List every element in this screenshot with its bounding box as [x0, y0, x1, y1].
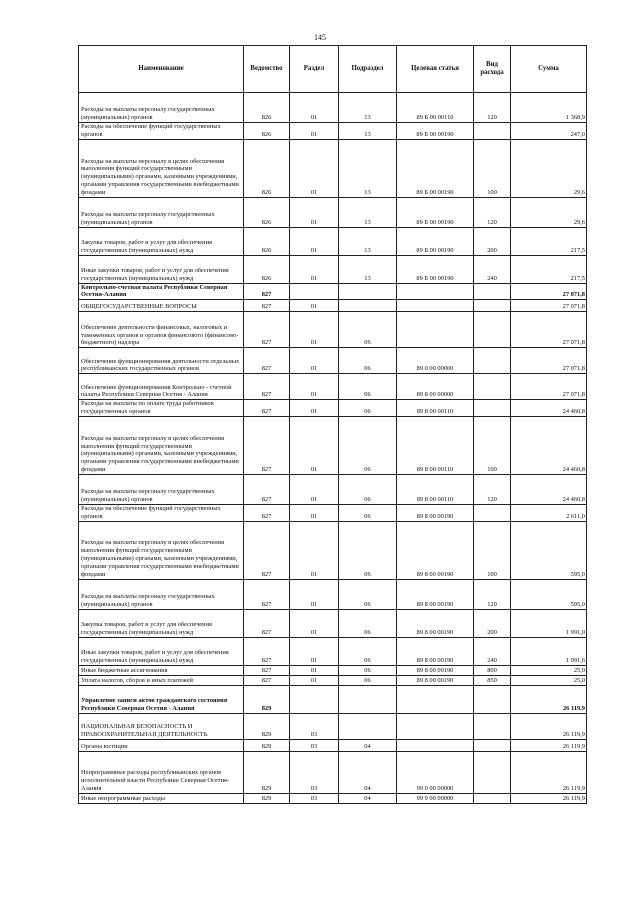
row-name: Обеспечение деятельности финансовых, налоговых и таможенных органов и органов финансового (финансово-бюджетного) надзора — [79, 312, 244, 348]
table-row — [79, 609, 587, 637]
row-amount: 27 071,8 — [511, 348, 587, 374]
row-target-article: 89 8 00 00110 — [397, 400, 474, 417]
row-expense-type — [474, 751, 511, 793]
row-subsection: 13 — [339, 227, 397, 255]
header-department: Ведомство — [244, 46, 290, 93]
row-amount: 27 071,8 — [511, 300, 587, 312]
row-section: 01 — [290, 374, 339, 400]
table-row — [79, 416, 587, 474]
row-target-article: 89 8 00 00110 — [397, 474, 474, 504]
row-expense-type: 120 — [474, 474, 511, 504]
row-target-article — [397, 283, 474, 300]
row-section: 01 — [290, 637, 339, 665]
row-target-article: 89 8 00 00000 — [397, 374, 474, 400]
table-row — [79, 348, 587, 374]
table-body — [79, 93, 587, 804]
row-department: 827 — [244, 374, 290, 400]
row-department: 827 — [244, 300, 290, 312]
row-amount: 29,6 — [511, 139, 587, 197]
row-target-article: 89 8 00 00190 — [397, 504, 474, 521]
row-department: 826 — [244, 93, 290, 123]
row-subsection: 13 — [339, 255, 397, 283]
row-department: 827 — [244, 665, 290, 675]
header-amount: Сумма — [511, 46, 587, 93]
row-expense-type — [474, 312, 511, 348]
table-row — [79, 227, 587, 255]
row-expense-type: 100 — [474, 416, 511, 474]
row-name: Расходы на выплаты персоналу в целях обеспечения выполнения функций государственными (муниципальными) органами, казенными учреждениями, органами управления государственными внебюджетными фондами — [79, 139, 244, 197]
row-amount: 25,0 — [511, 665, 587, 675]
row-amount: 217,5 — [511, 255, 587, 283]
table-row — [79, 255, 587, 283]
row-section: 01 — [290, 579, 339, 609]
table-row — [79, 685, 587, 713]
row-expense-type — [474, 793, 511, 803]
row-expense-type — [474, 400, 511, 417]
row-department: 829 — [244, 793, 290, 803]
row-subsection: 13 — [339, 197, 397, 227]
row-subsection: 06 — [339, 374, 397, 400]
row-name: Иные непрограммные расходы — [79, 793, 244, 803]
row-expense-type: 120 — [474, 197, 511, 227]
row-section: 01 — [290, 665, 339, 675]
table-row — [79, 504, 587, 521]
row-department: 826 — [244, 139, 290, 197]
row-section: 01 — [290, 416, 339, 474]
row-subsection — [339, 685, 397, 713]
row-subsection: 06 — [339, 609, 397, 637]
table-row — [79, 312, 587, 348]
row-amount: 26 119,9 — [511, 793, 587, 803]
row-department: 829 — [244, 751, 290, 793]
table-row — [79, 675, 587, 685]
row-name: Непрограммные расходы республиканских органов исполнительной власти Республики Северная Осетия-Алания — [79, 751, 244, 793]
header-subsection: Подраздел — [339, 46, 397, 93]
row-name: Уплата налогов, сборов и иных платежей — [79, 675, 244, 685]
row-subsection: 06 — [339, 521, 397, 579]
row-section — [290, 283, 339, 300]
row-expense-type: 120 — [474, 579, 511, 609]
row-subsection: 13 — [339, 123, 397, 140]
row-section: 01 — [290, 521, 339, 579]
table-row — [79, 197, 587, 227]
row-expense-type — [474, 348, 511, 374]
row-name: Обеспечение функционирования деятельности отдельных республиканских государственных органов — [79, 348, 244, 374]
row-department: 827 — [244, 312, 290, 348]
row-section: 01 — [290, 300, 339, 312]
row-section: 03 — [290, 751, 339, 793]
row-subsection: 06 — [339, 400, 397, 417]
row-name: Расходы на выплаты персоналу в целях обеспечения выполнения функций государственными (муниципальными) органами, казенными учреждениями, органами управления государственными внебюджетными фондами — [79, 416, 244, 474]
row-subsection: 06 — [339, 348, 397, 374]
row-department: 827 — [244, 579, 290, 609]
row-section: 03 — [290, 713, 339, 739]
row-section: 01 — [290, 197, 339, 227]
row-department: 827 — [244, 283, 290, 300]
row-amount: 595,0 — [511, 579, 587, 609]
row-expense-type: 200 — [474, 227, 511, 255]
row-target-article — [397, 713, 474, 739]
row-name: Контрольно-счетная палата Республики Северная Осетия-Алания — [79, 283, 244, 300]
row-amount: 26 119,9 — [511, 685, 587, 713]
row-department: 826 — [244, 197, 290, 227]
row-amount: 1 991,6 — [511, 637, 587, 665]
row-target-article: 99 9 00 00000 — [397, 793, 474, 803]
row-amount: 27 071,8 — [511, 312, 587, 348]
row-name: Управление записи актов гражданского состояния Республики Северная Осетия - Алания — [79, 685, 244, 713]
header-section: Раздел — [290, 46, 339, 93]
row-section: 01 — [290, 227, 339, 255]
row-section: 03 — [290, 793, 339, 803]
row-section: 01 — [290, 123, 339, 140]
row-amount: 29,6 — [511, 197, 587, 227]
row-subsection: 04 — [339, 739, 397, 751]
table-row — [79, 400, 587, 417]
row-name: Органы юстиции — [79, 739, 244, 751]
row-expense-type: 100 — [474, 521, 511, 579]
row-department: 826 — [244, 123, 290, 140]
row-expense-type: 100 — [474, 139, 511, 197]
row-section: 01 — [290, 312, 339, 348]
table-header-row — [79, 46, 587, 93]
row-target-article: 89 8 00 00190 — [397, 609, 474, 637]
row-expense-type — [474, 283, 511, 300]
row-expense-type — [474, 739, 511, 751]
row-target-article: 89 Б 00 00190 — [397, 197, 474, 227]
row-name: Расходы на выплаты персоналу государственных (муниципальных) органов — [79, 93, 244, 123]
row-amount: 24 460,8 — [511, 400, 587, 417]
row-department: 827 — [244, 637, 290, 665]
row-amount: 26 119,9 — [511, 739, 587, 751]
table-row — [79, 713, 587, 739]
table-row — [79, 374, 587, 400]
row-target-article — [397, 312, 474, 348]
row-target-article: 89 Б 00 00190 — [397, 123, 474, 140]
row-subsection: 06 — [339, 665, 397, 675]
row-department: 829 — [244, 739, 290, 751]
row-expense-type: 240 — [474, 637, 511, 665]
row-subsection: 06 — [339, 637, 397, 665]
table-row — [79, 637, 587, 665]
row-section: 01 — [290, 609, 339, 637]
row-department: 827 — [244, 521, 290, 579]
table-row — [79, 123, 587, 140]
row-section: 03 — [290, 739, 339, 751]
table-row — [79, 300, 587, 312]
row-expense-type — [474, 504, 511, 521]
row-department: 827 — [244, 609, 290, 637]
row-amount: 25,0 — [511, 675, 587, 685]
row-department: 827 — [244, 416, 290, 474]
row-section: 01 — [290, 93, 339, 123]
row-subsection: 13 — [339, 139, 397, 197]
row-amount: 595,0 — [511, 521, 587, 579]
table-row — [79, 793, 587, 803]
row-name: Закупка товаров, работ и услуг для обеспечения государственных (муниципальных) нужд — [79, 227, 244, 255]
row-department: 829 — [244, 713, 290, 739]
row-department: 827 — [244, 348, 290, 374]
row-name: Закупка товаров, работ и услуг для обеспечения государственных (муниципальных) нужд — [79, 609, 244, 637]
row-amount: 26 119,9 — [511, 713, 587, 739]
row-subsection: 06 — [339, 312, 397, 348]
row-target-article: 89 Б 00 00190 — [397, 139, 474, 197]
table-row — [79, 474, 587, 504]
row-target-article: 89 Б 00 00110 — [397, 93, 474, 123]
row-subsection: 06 — [339, 416, 397, 474]
row-target-article — [397, 685, 474, 713]
row-target-article: 89 8 00 00190 — [397, 579, 474, 609]
row-name: Иные закупки товаров, работ и услуг для обеспечения государственных (муниципальных) нужд — [79, 255, 244, 283]
budget-table — [78, 45, 587, 804]
row-name: Расходы на выплаты персоналу государственных (муниципальных) органов — [79, 197, 244, 227]
row-amount: 24 460,8 — [511, 416, 587, 474]
row-amount: 27 071,8 — [511, 374, 587, 400]
row-target-article: 89 Б 00 00190 — [397, 227, 474, 255]
row-expense-type — [474, 374, 511, 400]
header-name: Наименование — [79, 46, 244, 93]
row-subsection — [339, 713, 397, 739]
row-amount: 1 368,9 — [511, 93, 587, 123]
row-department: 827 — [244, 675, 290, 685]
row-amount: 2 611,0 — [511, 504, 587, 521]
table-row — [79, 739, 587, 751]
row-name: Расходы на выплаты по оплате труда работников государственных органов — [79, 400, 244, 417]
row-subsection: 06 — [339, 504, 397, 521]
header-expense-type: Вид расхода — [474, 46, 511, 93]
row-subsection: 06 — [339, 579, 397, 609]
row-expense-type — [474, 713, 511, 739]
row-name: ОБЩЕГОСУДАРСТВЕННЫЕ ВОПРОСЫ — [79, 300, 244, 312]
row-expense-type — [474, 685, 511, 713]
row-target-article: 99 0 00 00000 — [397, 751, 474, 793]
row-section: 01 — [290, 675, 339, 685]
row-name: Иные закупки товаров, работ и услуг для обеспечения государственных (муниципальных) нужд — [79, 637, 244, 665]
row-amount: 1 991,0 — [511, 609, 587, 637]
row-section: 01 — [290, 504, 339, 521]
row-subsection: 04 — [339, 793, 397, 803]
table-row — [79, 139, 587, 197]
table-row — [79, 751, 587, 793]
row-amount: 27 071,8 — [511, 283, 587, 300]
table-row — [79, 283, 587, 300]
row-subsection: 13 — [339, 93, 397, 123]
row-section: 01 — [290, 474, 339, 504]
table-row — [79, 665, 587, 675]
header-target-article: Целевая статья — [397, 46, 474, 93]
row-expense-type: 120 — [474, 93, 511, 123]
row-target-article: 89 8 00 00190 — [397, 675, 474, 685]
row-name: Расходы на обеспечение функций государственных органов — [79, 504, 244, 521]
row-department: 827 — [244, 400, 290, 417]
row-target-article: 89 8 00 00190 — [397, 665, 474, 675]
row-amount: 217,5 — [511, 227, 587, 255]
row-subsection — [339, 283, 397, 300]
row-amount: 247,0 — [511, 123, 587, 140]
row-name: Иные бюджетные ассигнования — [79, 665, 244, 675]
row-amount: 26 119,9 — [511, 751, 587, 793]
row-section: 01 — [290, 255, 339, 283]
row-section — [290, 685, 339, 713]
row-amount: 24 460,8 — [511, 474, 587, 504]
row-section: 01 — [290, 139, 339, 197]
row-department: 829 — [244, 685, 290, 713]
row-target-article: 89 8 00 00110 — [397, 416, 474, 474]
row-subsection: 06 — [339, 474, 397, 504]
row-section: 01 — [290, 348, 339, 374]
row-expense-type — [474, 300, 511, 312]
row-target-article: 89 8 00 00190 — [397, 521, 474, 579]
table-row — [79, 579, 587, 609]
row-expense-type — [474, 123, 511, 140]
row-expense-type: 800 — [474, 665, 511, 675]
row-subsection: 06 — [339, 675, 397, 685]
row-expense-type: 850 — [474, 675, 511, 685]
row-name: Расходы на выплаты персоналу государственных (муниципальных) органов — [79, 579, 244, 609]
row-department: 827 — [244, 474, 290, 504]
row-target-article — [397, 739, 474, 751]
table-row — [79, 93, 587, 123]
row-target-article: 89 8 00 00190 — [397, 637, 474, 665]
row-expense-type: 200 — [474, 609, 511, 637]
page-number: 145 — [314, 33, 326, 42]
row-target-article — [397, 300, 474, 312]
row-target-article: 89 Б 00 00190 — [397, 255, 474, 283]
row-name: Расходы на выплаты персоналу в целях обеспечения выполнения функций государственными (муниципальными) органами, казенными учреждениями, органами управления государственными внебюджетными фондами — [79, 521, 244, 579]
row-department: 826 — [244, 227, 290, 255]
row-name: Расходы на обеспечение функций государственных органов — [79, 123, 244, 140]
row-expense-type: 240 — [474, 255, 511, 283]
row-department: 827 — [244, 504, 290, 521]
row-subsection: 04 — [339, 751, 397, 793]
row-target-article: 89 0 00 00000 — [397, 348, 474, 374]
row-name: Расходы на выплаты персоналу государственных (муниципальных) органов — [79, 474, 244, 504]
row-department: 826 — [244, 255, 290, 283]
row-name: Обеспечение функционирования Контрольно - счетной палаты Республики Северная Осетия - Алания — [79, 374, 244, 400]
table-row — [79, 521, 587, 579]
row-name: НАЦИОНАЛЬНАЯ БЕЗОПАСНОСТЬ И ПРАВООХРАНИТЕЛЬНАЯ ДЕЯТЕЛЬНОСТЬ — [79, 713, 244, 739]
row-subsection — [339, 300, 397, 312]
row-section: 01 — [290, 400, 339, 417]
